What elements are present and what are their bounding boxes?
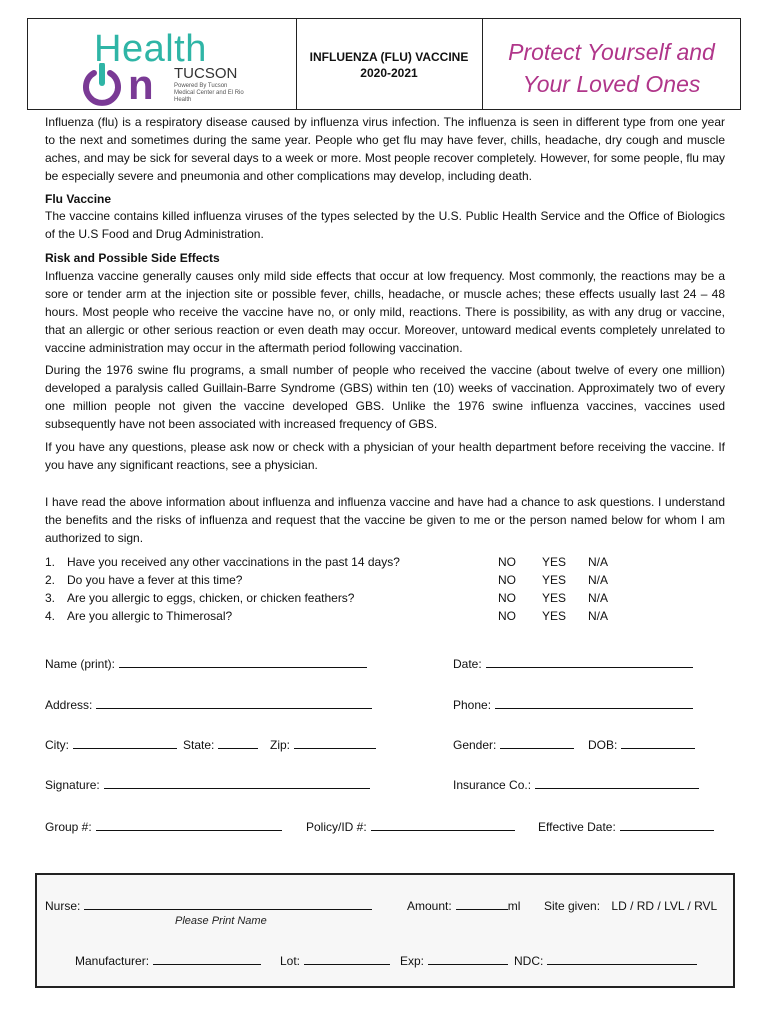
site-field: [544, 897, 717, 915]
dob-input[interactable]: [621, 736, 695, 749]
answer-na[interactable]: N/A: [588, 609, 609, 623]
lot-input[interactable]: [304, 952, 390, 965]
date-input[interactable]: [486, 655, 693, 668]
effective-date-field: [538, 818, 714, 836]
nurse-label: Nurse:: [45, 899, 81, 913]
dob-field: [588, 736, 695, 754]
logo-city: TUCSON: [174, 65, 238, 82]
signature-label: Signature:: [45, 778, 100, 792]
power-icon: [80, 63, 124, 107]
ndc-field: [514, 952, 697, 970]
signature-input[interactable]: [104, 776, 370, 789]
zip-field: [270, 736, 376, 754]
nurse-input[interactable]: [84, 897, 372, 910]
ndc-input[interactable]: [547, 952, 697, 965]
phone-label: Phone:: [453, 698, 492, 712]
answer-na[interactable]: N/A: [588, 573, 609, 587]
city-label: City:: [45, 738, 69, 752]
question-text: Do you have a fever at this time?: [67, 573, 243, 587]
insurance-label: Insurance Co.:: [453, 778, 532, 792]
date-field: [453, 655, 693, 673]
manufacturer-input[interactable]: [153, 952, 261, 965]
gender-input[interactable]: [500, 736, 574, 749]
group-input[interactable]: [96, 818, 282, 831]
nurse-section: [35, 873, 735, 988]
slogan-box: [482, 18, 741, 110]
address-field: [45, 696, 372, 714]
logo-on-text: n: [128, 61, 154, 108]
screening-questions: [45, 553, 725, 625]
signature-field: [45, 776, 370, 794]
questions-note-paragraph: If you have any questions, please ask now or check with a physician of your health department before receiving the vaccine. If you have any significant reactions, see a physician.: [45, 440, 725, 472]
effective-date-label: Effective Date:: [538, 820, 616, 834]
group-label: Group #:: [45, 820, 92, 834]
question-row: [45, 571, 725, 589]
insurance-input[interactable]: [535, 776, 699, 789]
lot-field: [280, 952, 390, 970]
city-input[interactable]: [73, 736, 177, 749]
question-row: [45, 607, 725, 625]
answer-yes[interactable]: YES: [542, 573, 567, 587]
name-field: [45, 655, 367, 673]
city-field: [45, 736, 177, 754]
amount-label: Amount:: [407, 899, 452, 913]
logo-health-text: Health: [94, 28, 207, 70]
nurse-field: [45, 897, 372, 915]
answer-yes[interactable]: YES: [542, 555, 567, 569]
document-title: INFLUENZA (FLU) VACCINE: [309, 50, 469, 64]
logo-box: [27, 18, 297, 110]
site-label: Site given:: [544, 899, 601, 913]
lot-label: Lot:: [280, 954, 301, 968]
zip-input[interactable]: [294, 736, 376, 749]
gender-label: Gender:: [453, 738, 497, 752]
insurance-field: [453, 776, 699, 794]
amount-input[interactable]: [456, 897, 508, 910]
answer-yes[interactable]: YES: [542, 591, 567, 605]
slogan-line-1: Protect Yourself and: [508, 39, 715, 65]
name-input[interactable]: [119, 655, 367, 668]
exp-field: [400, 952, 508, 970]
policy-label: Policy/ID #:: [306, 820, 367, 834]
question-number: 2.: [45, 573, 56, 587]
amount-unit: ml: [507, 899, 521, 913]
question-row: [45, 553, 725, 571]
side-effects-paragraph: Influenza vaccine generally causes only mild side effects that occur at low frequency. Most commonly, the reactions may be a sore or tender arm at the injection site or possible fever, chills, headache, or muscle aches; these effects usually last 24 – 48 hours. Most people who receive the vaccine have no, or only mild, reactions. There is possibility, as with any drug or vaccine, that an allergic or other serious reaction or even death may occur. Moreover, untoward medical events completely unrelated to vaccine administration may occur in the aftermath period following vaccination.: [45, 269, 725, 355]
swine-flu-paragraph: During the 1976 swine flu programs, a small number of people who received the vaccine (about twelve of every one million) developed a paralysis called Guillain-Barre Syndrome (GBS) within ten (10) weeks of vaccination. Approximately two of every one million people not given the vaccine developed GBS. Unlike the 1976 swine influenza vaccines, vaccines used subsequently have not been associated with increased frequency of GBS.: [45, 363, 725, 431]
phone-field: [453, 696, 693, 714]
slogan-line-2: Your Loved Ones: [522, 71, 701, 97]
site-options[interactable]: LD / RD / LVL / RVL: [611, 899, 718, 913]
flu-vaccine-paragraph: The vaccine contains killed influenza viruses of the types selected by the U.S. Public Health Service and the Office of Biologics of the U.S Food and Drug Administration.: [45, 209, 725, 241]
question-row: [45, 589, 725, 607]
amount-field: [407, 897, 520, 915]
answer-no[interactable]: NO: [498, 573, 516, 587]
policy-field: [306, 818, 515, 836]
phone-input[interactable]: [495, 696, 693, 709]
answer-no[interactable]: NO: [498, 591, 516, 605]
manufacturer-label: Manufacturer:: [75, 954, 150, 968]
question-number: 4.: [45, 609, 56, 623]
answer-na[interactable]: N/A: [588, 591, 609, 605]
ndc-label: NDC:: [514, 954, 544, 968]
gender-field: [453, 736, 574, 754]
question-number: 1.: [45, 555, 56, 569]
document-season: 2020-2021: [360, 66, 418, 80]
question-number: 3.: [45, 591, 56, 605]
group-field: [45, 818, 282, 836]
exp-input[interactable]: [428, 952, 508, 965]
question-text: Are you allergic to Thimerosal?: [67, 609, 233, 623]
answer-no[interactable]: NO: [498, 555, 516, 569]
name-label: Name (print):: [45, 657, 116, 671]
manufacturer-field: [75, 952, 261, 970]
address-label: Address:: [45, 698, 93, 712]
intro-paragraph: Influenza (flu) is a respiratory disease caused by influenza virus infection. The influenza is seen in different type from one year to the next and sometimes during the same year. People who get flu may have fever, chills, headache, dry cough and muscle aches, and may be sick for several days to a week or more. Most people recover completely. However, for some people, flu may be especially severe and pneumonia and other complications may develop, including death.: [45, 115, 725, 183]
effective-date-input[interactable]: [620, 818, 714, 831]
question-text: Are you allergic to eggs, chicken, or chicken feathers?: [67, 591, 355, 605]
question-text: Have you received any other vaccinations in the past 14 days?: [67, 555, 400, 569]
policy-input[interactable]: [371, 818, 515, 831]
date-label: Date:: [453, 657, 482, 671]
zip-label: Zip:: [270, 738, 291, 752]
flu-vaccine-heading: Flu Vaccine: [45, 192, 112, 206]
dob-label: DOB:: [588, 738, 618, 752]
state-field: [183, 736, 258, 754]
address-input[interactable]: [96, 696, 372, 709]
answer-no[interactable]: NO: [498, 609, 516, 623]
state-label: State:: [183, 738, 215, 752]
state-input[interactable]: [218, 736, 258, 749]
side-effects-heading: Risk and Possible Side Effects: [45, 251, 220, 265]
print-name-hint: Please Print Name: [175, 915, 267, 927]
answer-na[interactable]: N/A: [588, 555, 609, 569]
consent-paragraph: I have read the above information about influenza and influenza vaccine and have had a chance to ask questions. I understand the benefits and the risks of influenza and request that the vaccine be given to me or the person named below for whom I am authorized to sign.: [45, 495, 725, 545]
document-title-box: [296, 18, 482, 110]
logo-subtitle: Powered By Tucson Medical Center and El Rio Health: [174, 83, 244, 103]
exp-label: Exp:: [400, 954, 425, 968]
answer-yes[interactable]: YES: [542, 609, 567, 623]
